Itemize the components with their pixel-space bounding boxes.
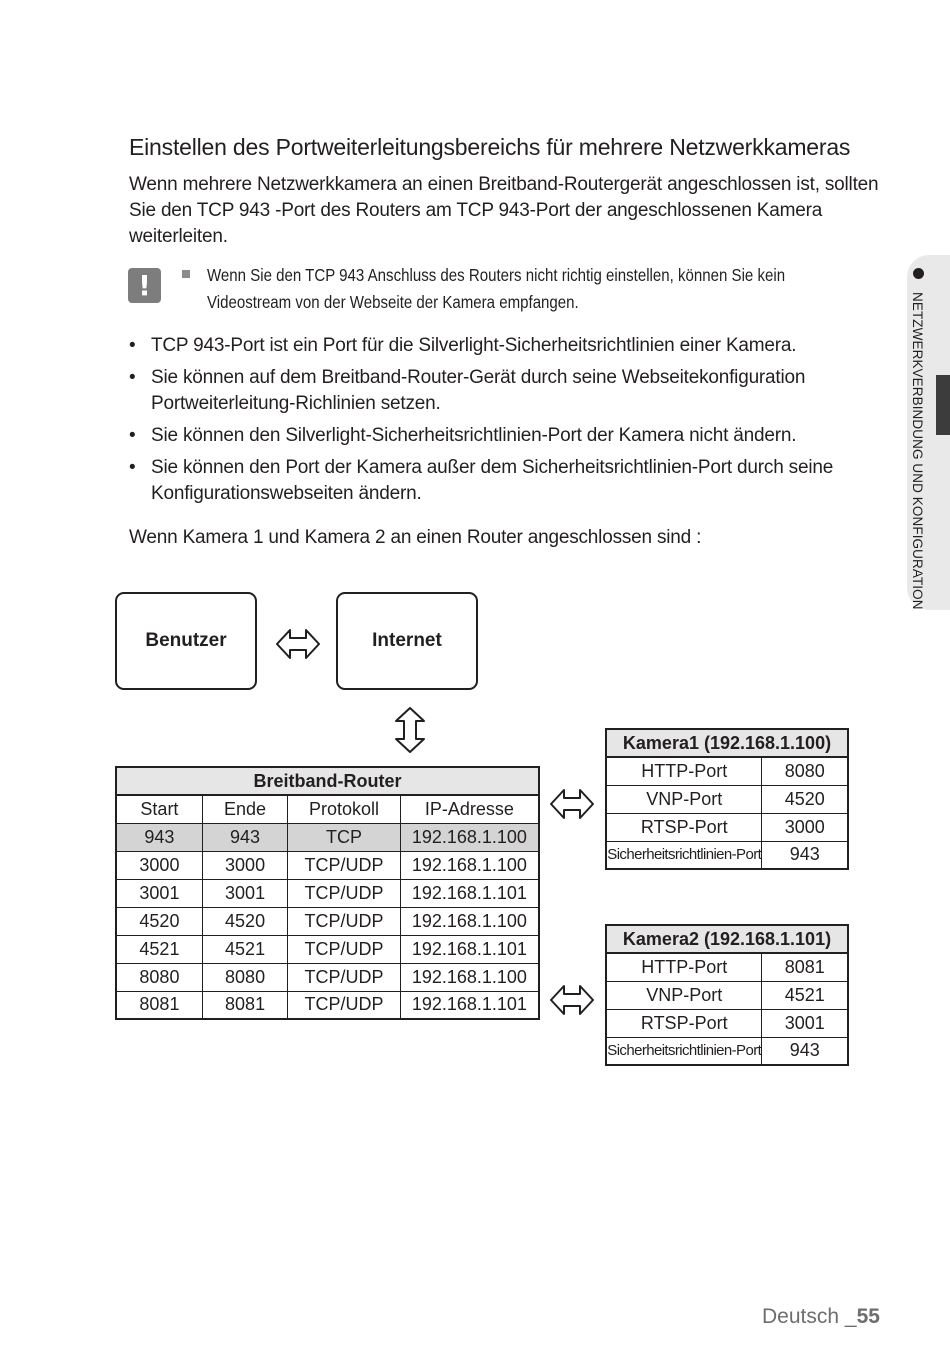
table-row [116,823,539,851]
table-cell: 192.168.1.100 [400,963,539,991]
table-row [606,841,848,869]
table-cell: 192.168.1.100 [400,823,539,851]
table-cell: TCP/UDP [288,851,401,879]
user-label: Benutzer [145,630,227,651]
note-text: Wenn Sie den TCP 943 Anschluss des Routers nicht richtig einstellen, können Sie kein Videostream von der Webseite der Kamera empfangen. [207,265,786,312]
double-arrow-horizontal-icon [549,786,595,822]
table-row [116,851,539,879]
router-table-title: Breitband-Router [116,767,539,795]
bullet-item: • Sie können den Silverlight-Sicherheitsrichtlinien-Port der Kamera nicht ändern. [129,423,889,449]
column-header: Protokoll [288,795,401,823]
table-row [606,785,848,813]
table-cell: Sicherheitsrichtlinien-Port [606,841,762,869]
bullet-item: • Sie können auf dem Breitband-Router-Gerät durch seine Webseitekonfiguration Portweiterleitung-Richlinien setzen. [129,365,889,417]
table-cell: TCP [288,823,401,851]
table-row [606,1037,848,1065]
condition-text: Wenn Kamera 1 und Kamera 2 an einen Router angeschlossen sind : [129,527,702,548]
user-box [115,592,257,690]
double-arrow-vertical-icon [392,706,428,754]
table-cell: 3000 [116,851,202,879]
table-cell: TCP/UDP [288,907,401,935]
table-row [606,1009,848,1037]
table-cell: 3000 [202,851,287,879]
table-cell: VNP-Port [606,785,762,813]
table-cell: TCP/UDP [288,991,401,1019]
router-table [115,766,540,1020]
intro-paragraph: Wenn mehrere Netzwerkkamera an einen Breitband-Routergerät angeschlossen ist, sollten Sie den TCP 943 -Port des Routers am TCP 943-Port der angeschlossenen Kamera weiterleiten. [129,174,879,247]
table-cell: 4521 [116,935,202,963]
table-cell: 192.168.1.101 [400,935,539,963]
exclamation-icon: ! [128,268,161,303]
double-arrow-horizontal-icon [275,626,321,662]
table-row [606,953,848,981]
table-cell: RTSP-Port [606,813,762,841]
table-cell: Sicherheitsrichtlinien-Port [606,1037,762,1065]
table-cell: 3001 [116,879,202,907]
bullet-list [129,333,889,513]
table-cell: 3001 [762,1009,848,1037]
camera1-table [605,728,849,870]
table-cell: 8081 [202,991,287,1019]
bullet-item: • TCP 943-Port ist ein Port für die Silverlight-Sicherheitsrichtlinien einer Kamera. [129,333,889,359]
table-cell: 943 [116,823,202,851]
internet-box [336,592,478,690]
table-cell: HTTP-Port [606,953,762,981]
table-cell: 4520 [116,907,202,935]
table-row [116,907,539,935]
table-cell: 8080 [202,963,287,991]
table-cell: 8080 [762,757,848,785]
table-row [116,991,539,1019]
page-footer [762,1305,880,1329]
table-cell: 4520 [202,907,287,935]
table-cell: 192.168.1.100 [400,851,539,879]
table-row [116,879,539,907]
side-tab-marker [936,375,950,435]
square-bullet-icon [182,270,190,278]
column-header: Ende [202,795,287,823]
table-cell: 192.168.1.101 [400,991,539,1019]
page-number: 55 [856,1305,880,1328]
bullet-item: • Sie können den Port der Kamera außer dem Sicherheitsrichtlinien-Port durch seine Konfigurationswebseiten ändern. [129,455,889,507]
table-cell: 943 [762,1037,848,1065]
section-heading: Einstellen des Portweiterleitungsbereichs für mehrere Netzwerkkameras [129,134,851,160]
table-cell: TCP/UDP [288,879,401,907]
table-cell: TCP/UDP [288,963,401,991]
table-cell: TCP/UDP [288,935,401,963]
table-row [116,963,539,991]
table-cell: 8081 [116,991,202,1019]
table-cell: 4521 [202,935,287,963]
camera1-title: Kamera1 (192.168.1.100) [606,729,848,757]
chapter-label: NETZWERKVERBINDUNG UND KONFIGURATION [910,292,925,610]
table-cell: 4521 [762,981,848,1009]
table-cell: RTSP-Port [606,1009,762,1037]
column-header: IP-Adresse [400,795,539,823]
internet-label: Internet [372,630,442,651]
camera2-table [605,924,849,1066]
double-arrow-horizontal-icon [549,982,595,1018]
table-cell: 943 [762,841,848,869]
table-cell: VNP-Port [606,981,762,1009]
table-cell: 192.168.1.100 [400,907,539,935]
footer-language: Deutsch _ [762,1305,857,1328]
table-cell: HTTP-Port [606,757,762,785]
table-cell: 943 [202,823,287,851]
table-row [606,813,848,841]
table-row [606,757,848,785]
camera2-title: Kamera2 (192.168.1.101) [606,925,848,953]
table-cell: 4520 [762,785,848,813]
table-cell: 3000 [762,813,848,841]
table-row [606,981,848,1009]
bullet-dot-icon [913,268,924,279]
table-cell: 192.168.1.101 [400,879,539,907]
table-cell: 8080 [116,963,202,991]
table-cell: 3001 [202,879,287,907]
column-header: Start [116,795,202,823]
table-cell: 8081 [762,953,848,981]
table-row [116,935,539,963]
